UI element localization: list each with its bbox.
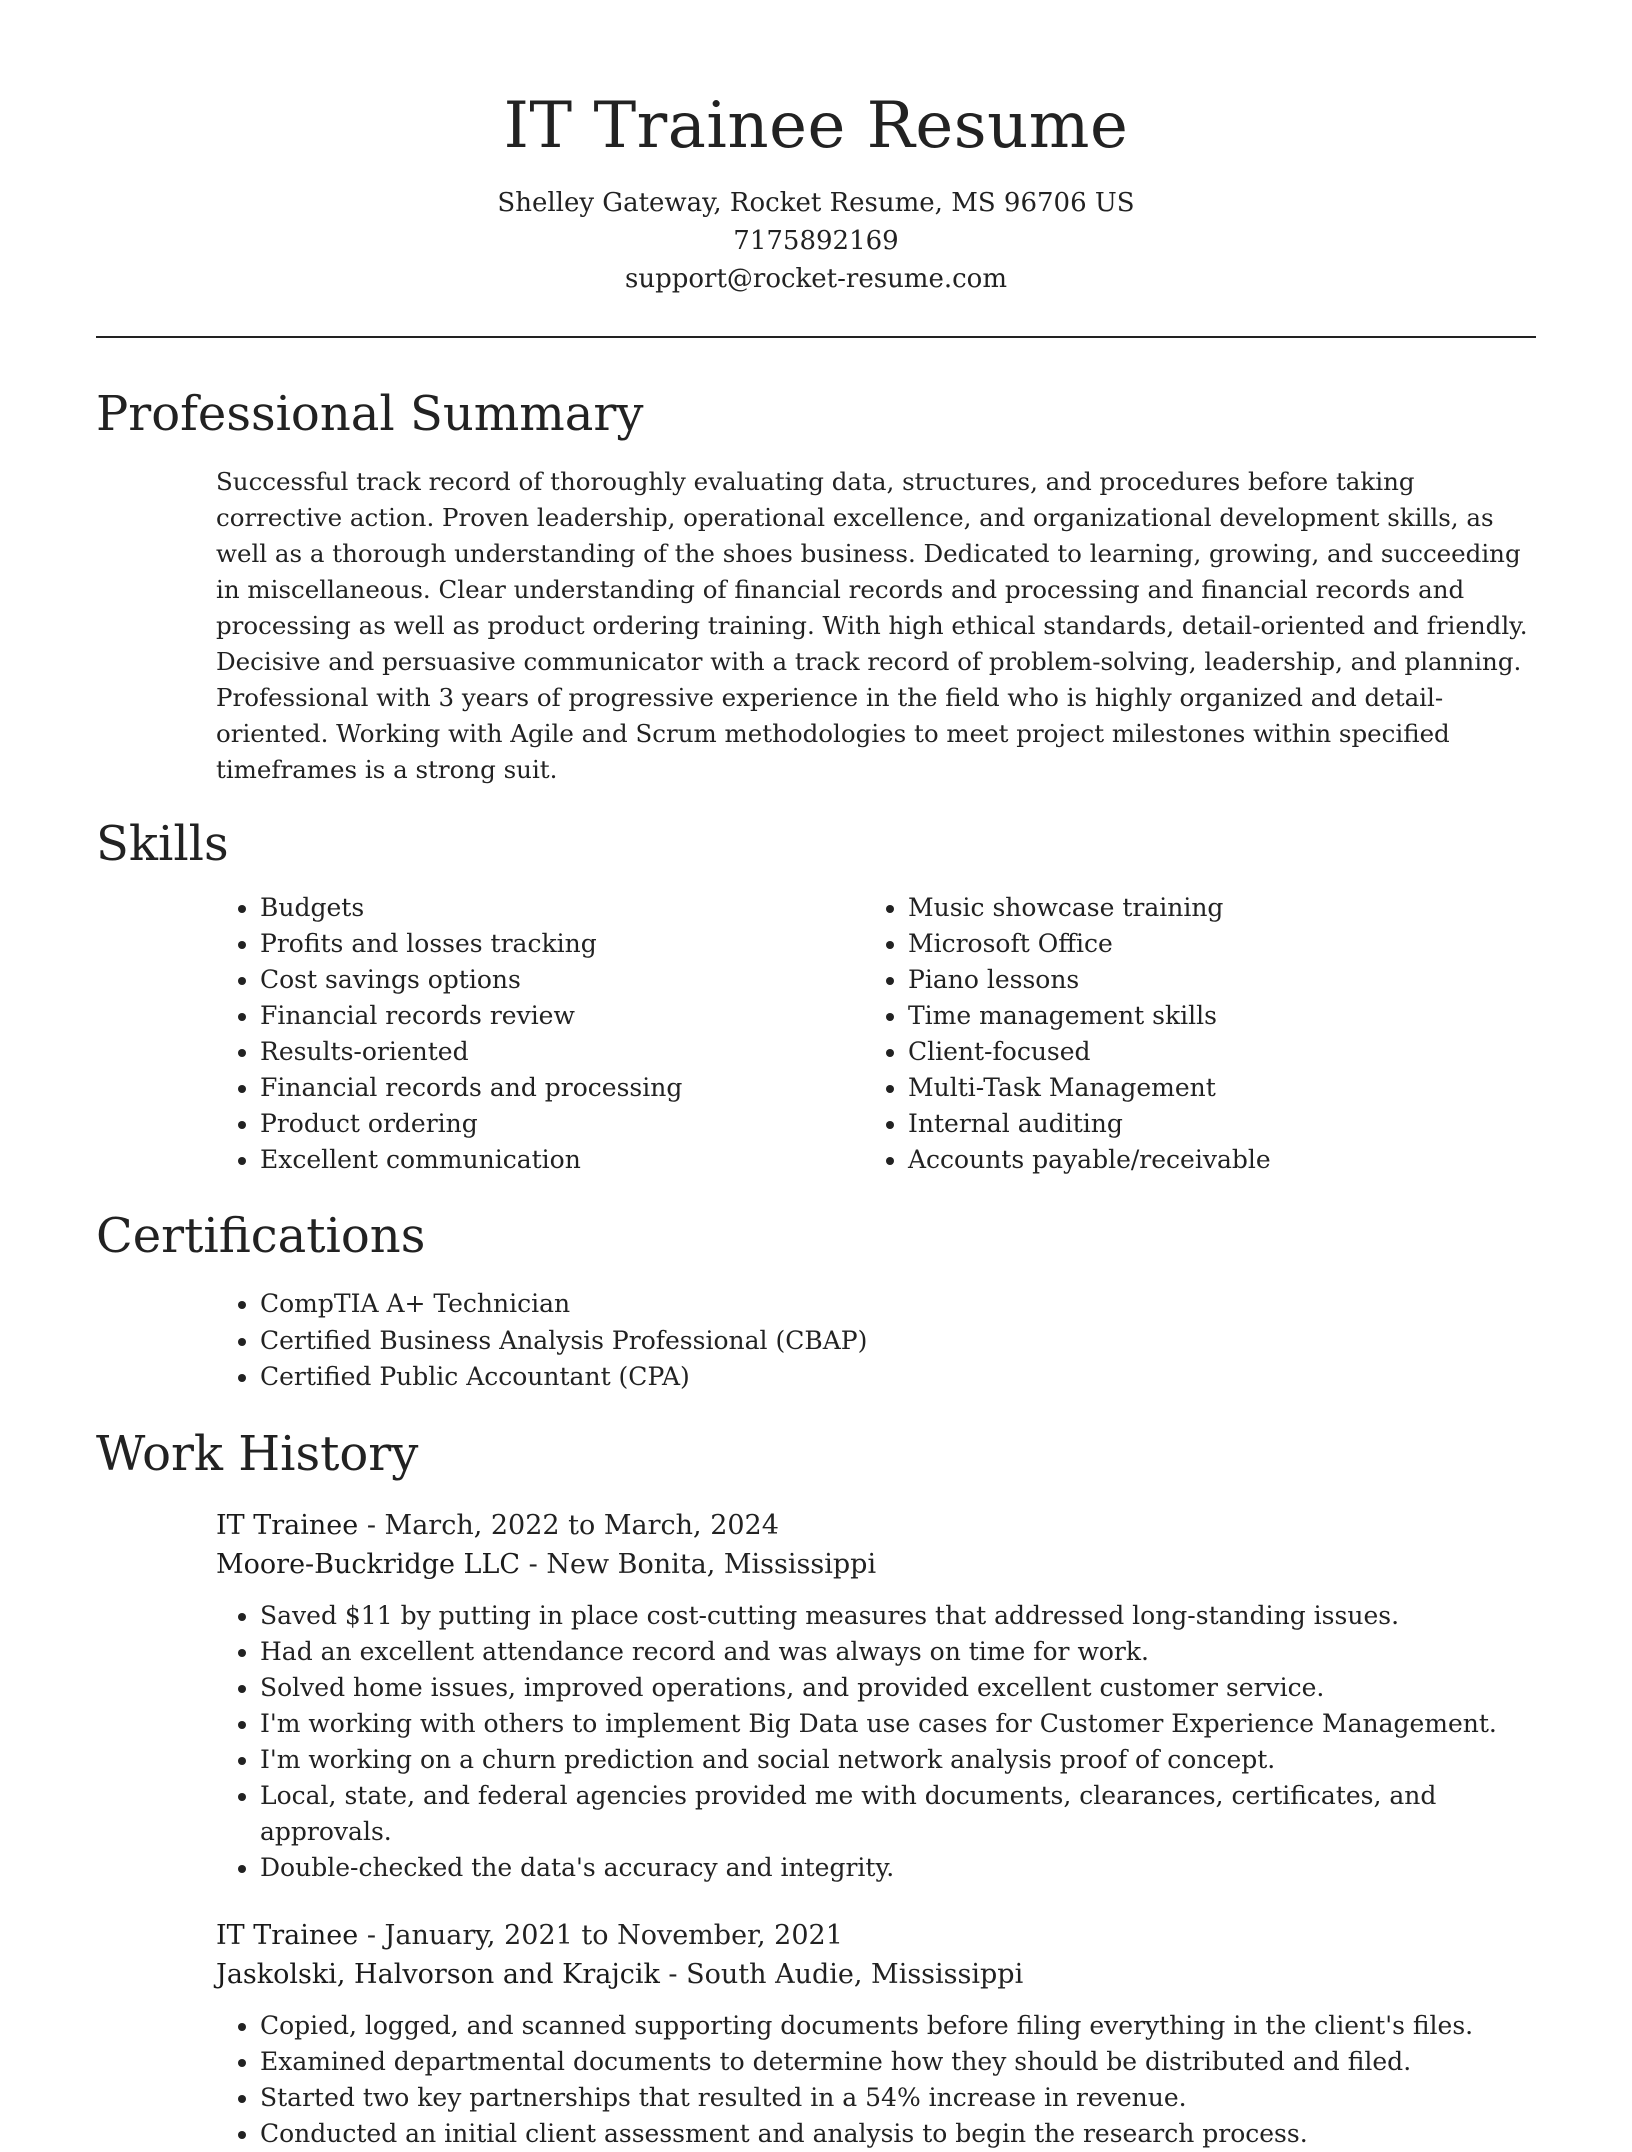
job-title: IT Trainee: [216, 1919, 359, 1951]
job-location: - New Bonita, Mississippi: [520, 1548, 877, 1580]
skill-item: • Music showcase training: [908, 890, 1271, 926]
summary-text: Successful track record of thoroughly evaluating data, structures, and procedures before taking corrective action. Proven leadership, operational excellence, and organizational development skills, as well as a thorough understanding of the shoes business. Dedicated to learning, growing, and succeeding in miscellaneous. Clear understanding of financial records and processing and financial records and processing as well as product ordering training. With high ethical standards, detail-oriented and friendly. Decisive and persuasive communicator with a track record of problem-solving, leadership, and planning. Professional with 3 years of progressive experience in the field who is highly organized and detail-oriented. Working with Agile and Scrum methodologies to meet project milestones within specified timeframes is a strong suit.: [216, 467, 1528, 784]
job-company: Jaskolski, Halvorson and Krajcik: [216, 1958, 660, 1990]
skill-item: • Financial records and processing: [260, 1070, 864, 1106]
skill-item: • Piano lessons: [908, 962, 1271, 998]
summary-heading: Professional Summary: [96, 386, 644, 442]
skills-heading: Skills: [96, 816, 229, 872]
job-bullet: • Solved home issues, improved operations, and provided excellent customer service.: [260, 1670, 1536, 1706]
skill-item: • Cost savings options: [260, 962, 864, 998]
job-bullet: • Conducted an initial client assessment and analysis to begin the research process.: [260, 2116, 1536, 2152]
contact-block: [96, 184, 1536, 298]
job-bullet: • Saved $11 by putting in place cost-cutting measures that addressed long-standing issues.: [260, 1598, 1536, 1634]
skill-item: • Internal auditing: [908, 1106, 1271, 1142]
job-bullet-list: [216, 2008, 1536, 2152]
skill-item: • Client-focused: [908, 1034, 1271, 1070]
job-entry: [216, 1916, 1536, 2152]
certification-item: • CompTIA A+ Technician: [260, 1286, 1536, 1323]
job-dates: - March, 2022 to March, 2024: [358, 1509, 779, 1541]
certifications-list: [216, 1286, 1536, 1396]
job-bullet: • I'm working with others to implement Big Data use cases for Customer Experience Management.: [260, 1706, 1536, 1742]
job-title-line: [216, 1506, 1536, 1545]
certification-item: • Certified Public Accountant (CPA): [260, 1359, 1536, 1396]
job-company-line: [216, 1955, 1536, 1994]
contact-address: Shelley Gateway, Rocket Resume, MS 96706 US: [497, 188, 1135, 218]
certification-item: • Certified Business Analysis Professional (CBAP): [260, 1323, 1536, 1360]
job-bullet-list: [216, 1598, 1536, 1886]
job-location: - South Audie, Mississippi: [659, 1958, 1024, 1990]
job-bullet: • I'm working on a churn prediction and social network analysis proof of concept.: [260, 1742, 1536, 1778]
job-entry: [216, 1506, 1536, 1886]
skill-item: • Microsoft Office: [908, 926, 1271, 962]
job-title-line: [216, 1916, 1536, 1955]
skills-list-right: [864, 890, 1271, 1178]
resume-page: [96, 0, 1536, 2152]
job-bullet: • Examined departmental documents to determine how they should be distributed and filed.: [260, 2044, 1536, 2080]
resume-title: IT Trainee Resume: [503, 89, 1129, 163]
job-bullet: • Double-checked the data's accuracy and integrity.: [260, 1850, 1536, 1886]
skill-item: • Excellent communication: [260, 1142, 864, 1178]
skill-item: • Product ordering: [260, 1106, 864, 1142]
job-company: Moore-Buckridge LLC: [216, 1548, 521, 1580]
skills-columns: [216, 890, 1536, 1178]
skill-item: • Budgets: [260, 890, 864, 926]
job-bullet: • Copied, logged, and scanned supporting documents before filing everything in the client's files.: [260, 2008, 1536, 2044]
job-company-line: [216, 1545, 1536, 1584]
job-bullet: • Local, state, and federal agencies provided me with documents, clearances, certificates, and approvals.: [260, 1778, 1536, 1850]
skill-item: • Accounts payable/receivable: [908, 1142, 1271, 1178]
skill-item: • Financial records review: [260, 998, 864, 1034]
skill-item: • Multi-Task Management: [908, 1070, 1271, 1106]
job-bullet: • Started two key partnerships that resulted in a 54% increase in revenue.: [260, 2080, 1536, 2116]
job-dates: - January, 2021 to November, 2021: [358, 1919, 843, 1951]
contact-phone: 7175892169: [733, 226, 899, 256]
header-divider: [96, 336, 1536, 338]
job-bullet: • Had an excellent attendance record and was always on time for work.: [260, 1634, 1536, 1670]
job-title: IT Trainee: [216, 1509, 359, 1541]
skill-item: • Profits and losses tracking: [260, 926, 864, 962]
skill-item: • Time management skills: [908, 998, 1271, 1034]
certifications-heading: Certifications: [96, 1208, 426, 1264]
contact-email: support@rocket-resume.com: [624, 264, 1007, 294]
skills-list-left: [216, 890, 864, 1178]
work-history-heading: Work History: [96, 1425, 419, 1482]
skill-item: • Results-oriented: [260, 1034, 864, 1070]
